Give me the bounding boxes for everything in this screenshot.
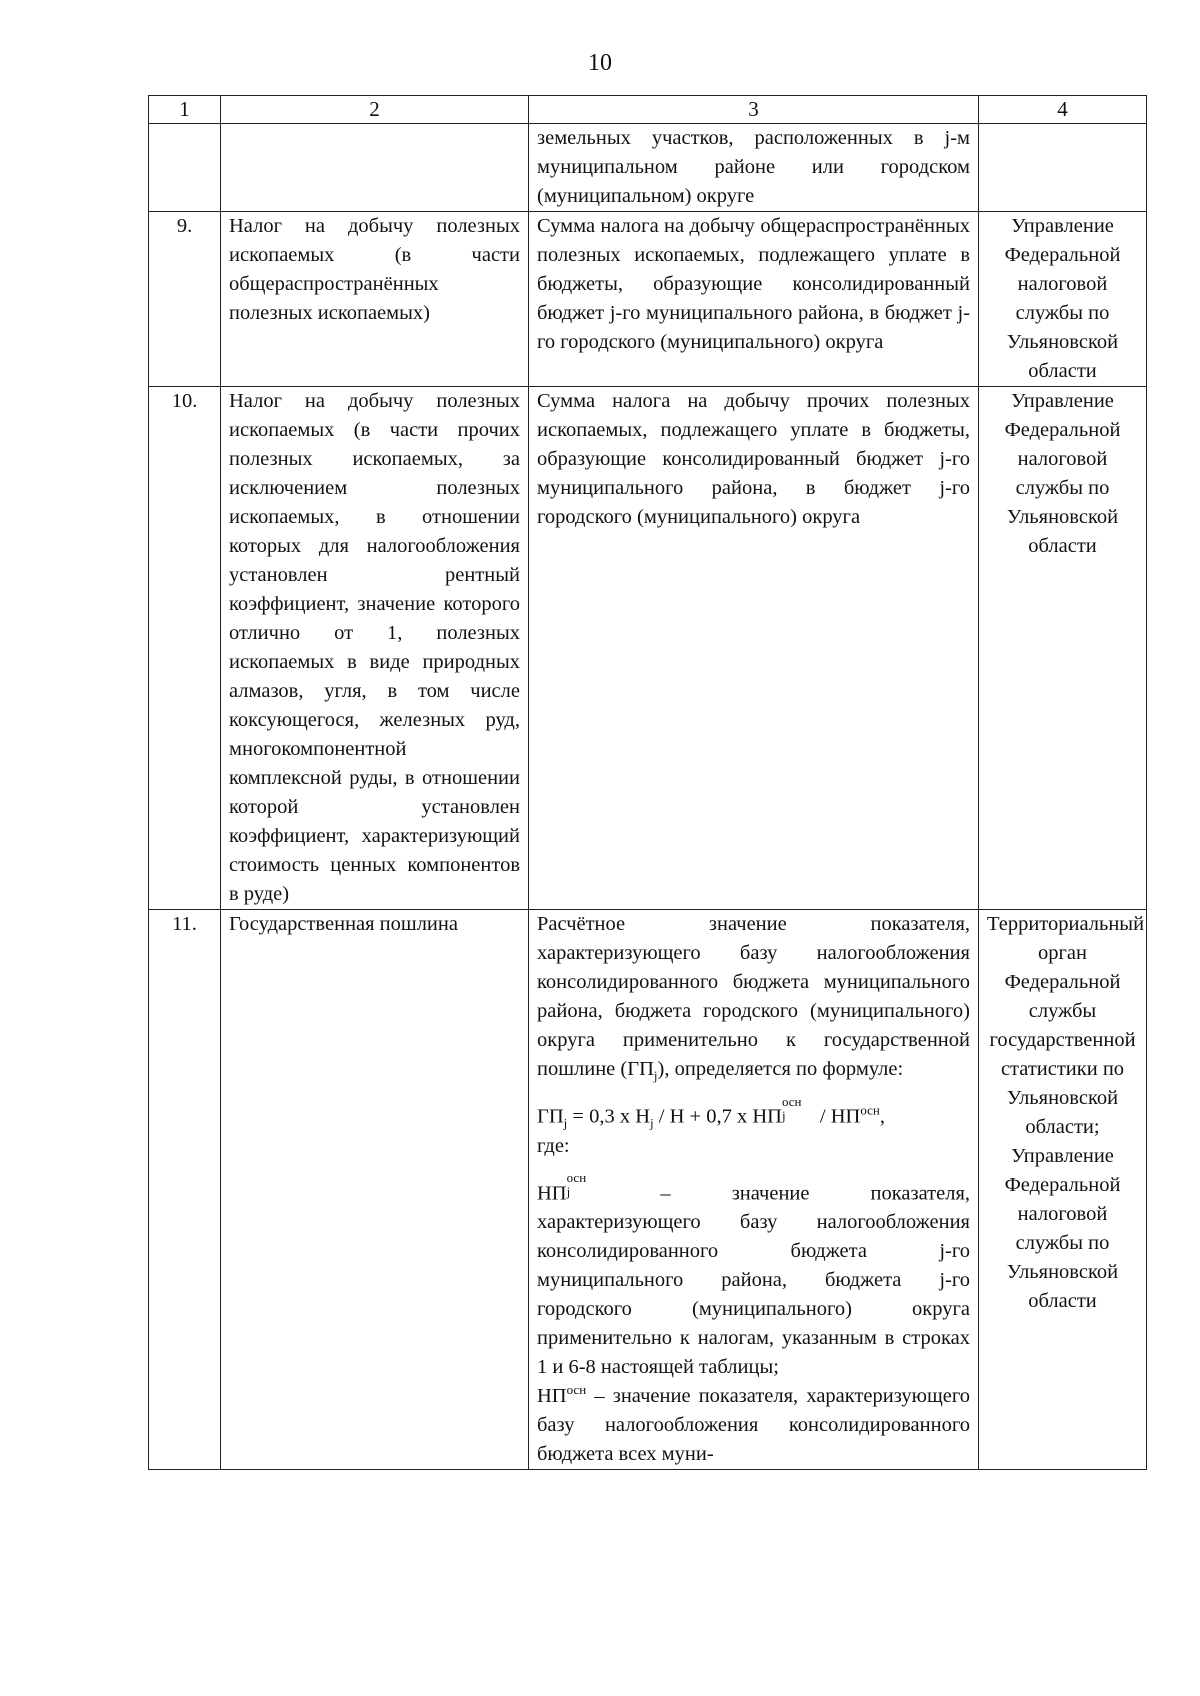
row11-name: Государственная пошлина [221, 910, 529, 1470]
header-col-1: 1 [149, 96, 221, 124]
row11-intro [537, 910, 970, 1084]
formula [537, 1093, 970, 1132]
table-row-continuation [149, 124, 1147, 212]
def1-sup: осн [566, 1170, 587, 1186]
def1-sub: j [566, 1184, 571, 1199]
def2-text: – значение показателя, характеризующего базу налогообложения консолидированного бюджета всех муни- [537, 1385, 970, 1465]
row10-num: 10. [149, 387, 221, 910]
def2-symbol: НП [537, 1385, 567, 1407]
formula-sub: j [650, 1115, 654, 1131]
row10-name: Налог на добычу полезных ископаемых (в части прочих полезных ископаемых, за исключением полезных ископаемых, в отношении которых для налогообложения установлен рентный коэффициент, значение которого отлично от 1, полезных ископаемых в виде природных алмазов, угля, в том числе коксующегося, железных руд, многокомпонентной комплексной руды, в отношении которой установлен коэффициент, характеризующий стоимость ценных компонентов в руде) [221, 387, 529, 910]
formula-part: / Н + 0,7 х НП [653, 1105, 782, 1128]
row9-description: Сумма налога на добычу общераспространённых полезных ископаемых, подлежащего уплате в бюджеты, образующие консолидированный бюджет j-го муниципального района, в бюджет j-го городского (муниципального) округа [529, 212, 979, 387]
table-row-9 [149, 212, 1147, 387]
cont-num [149, 124, 221, 212]
row10-source: Управление Федеральной налоговой службы по Ульяновской области [979, 387, 1147, 910]
cont-name [221, 124, 529, 212]
row9-source: Управление Федеральной налоговой службы по Ульяновской области [979, 212, 1147, 387]
def1-supsub [566, 1170, 600, 1200]
formula-supsub [781, 1093, 815, 1123]
header-col-2: 2 [221, 96, 529, 124]
row11-description [529, 910, 979, 1470]
row10-description: Сумма налога на добычу прочих полезных ископаемых, подлежащего уплате в бюджеты, образующие консолидированный бюджет j-го муниципального района, в бюджет j-го городского (муниципального) округа [529, 387, 979, 910]
table-row-11 [149, 910, 1147, 1470]
def1-text: – значение показателя, характеризующего базу налогообложения консолидированного бюджета j-го муниципального района, бюджета j-го городского (муниципального) округа применительно к налогам, указанным в строках 1 и 6-8 настоящей таблицы; [537, 1182, 970, 1378]
data-table [148, 95, 1147, 1470]
formula-sub: j [781, 1107, 786, 1123]
header-col-3: 3 [529, 96, 979, 124]
formula-sup: осн [781, 1093, 802, 1109]
formula-where: где: [537, 1134, 570, 1157]
formula-sup: осн [860, 1102, 880, 1118]
definition-1 [537, 1170, 970, 1383]
row9-name: Налог на добычу полезных ископаемых (в части общераспространённых полезных ископаемых) [221, 212, 529, 387]
row11-num: 11. [149, 910, 221, 1470]
page-number: 10 [588, 50, 612, 76]
table-row-10 [149, 387, 1147, 910]
def1-symbol: НП [537, 1182, 567, 1204]
formula-sub: j [563, 1115, 568, 1131]
def2-sup: осн [566, 1382, 587, 1398]
formula-part: ГП [537, 1105, 564, 1128]
header-col-4: 4 [979, 96, 1147, 124]
cont-description: земельных участков, расположенных в j-м муниципальном районе или городском (муниципальном) округе [529, 124, 979, 212]
formula-part: , [879, 1105, 885, 1128]
header-row [149, 96, 1147, 124]
definition-2 [537, 1382, 970, 1469]
formula-part: = 0,3 х Н [567, 1105, 651, 1128]
formula-part: / НП [814, 1105, 861, 1128]
row9-num: 9. [149, 212, 221, 387]
row11-intro-text: Расчётное значение показателя, характеризующего базу налогообложения консолидированного бюджета муниципального района, бюджета городского (муниципального) округа применительно к государственной пошлине (ГП [537, 913, 970, 1080]
cont-source [979, 124, 1147, 212]
row11-intro-end: ), определяется по формуле: [657, 1058, 904, 1080]
row11-source: Территориальный орган Федеральной службы государственной статистики по Ульяновской области; Управление Федеральной налоговой службы по Ульяновской области [979, 910, 1147, 1470]
row11-intro-sub: j [653, 1068, 658, 1084]
